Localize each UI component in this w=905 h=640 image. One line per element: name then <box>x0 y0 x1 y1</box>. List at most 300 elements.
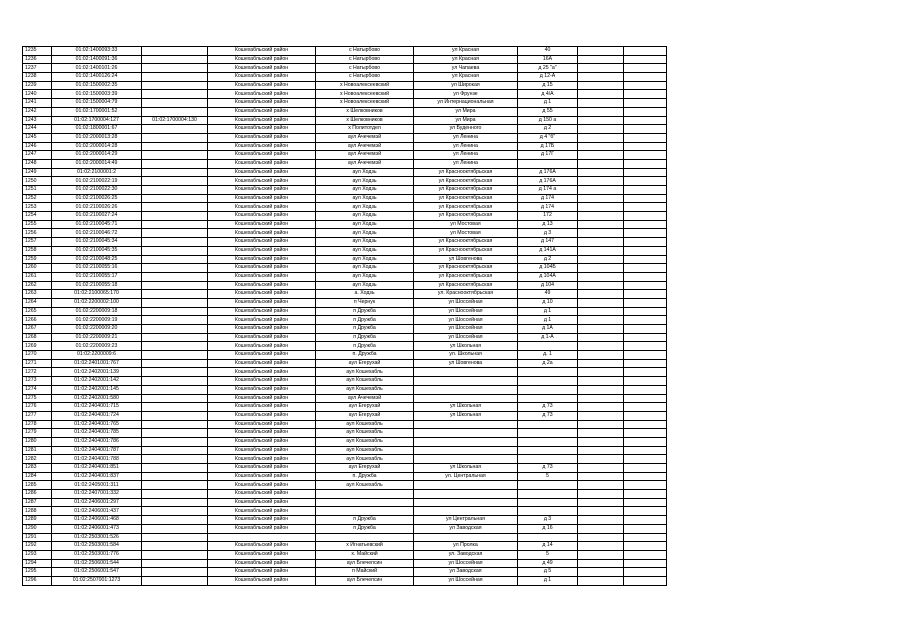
empty-cell <box>578 576 624 585</box>
cadastral-number-cell: 01:02:2100001:2 <box>52 168 142 177</box>
street-cell: ул Чапаева <box>414 64 518 73</box>
cadastral-number-cell: 01:02:2200002:100 <box>52 298 142 307</box>
empty-cell <box>578 516 624 525</box>
empty-cell <box>624 220 667 229</box>
settlement-cell <box>316 490 414 499</box>
district-cell: Кошехабльский район <box>208 325 316 334</box>
empty-cell <box>624 203 667 212</box>
district-cell: Кошехабльский район <box>208 55 316 64</box>
table-row <box>23 281 667 290</box>
empty-cell <box>624 446 667 455</box>
cadastral-number-cell: 01:02:2100046:72 <box>52 229 142 238</box>
street-cell <box>414 429 518 438</box>
empty-cell <box>578 212 624 221</box>
extra-number-cell <box>142 177 208 186</box>
row-number-cell: 1257 <box>23 238 52 247</box>
settlement-cell: аул Егерухай <box>316 464 414 473</box>
house-cell: д 73 <box>518 464 578 473</box>
extra-number-cell <box>142 133 208 142</box>
district-cell: Кошехабльский район <box>208 576 316 585</box>
house-cell <box>518 507 578 516</box>
extra-number-cell <box>142 264 208 273</box>
settlement-cell: аул Кошехабль <box>316 385 414 394</box>
cadastral-number-cell: 01:02:2000014:28 <box>52 142 142 151</box>
row-number-cell: 1268 <box>23 333 52 342</box>
cadastral-number-cell: 01:02:2506001:547 <box>52 568 142 577</box>
house-cell: д 49 <box>518 559 578 568</box>
empty-cell <box>624 90 667 99</box>
cadastral-number-cell: 01:02:2406001:437 <box>52 507 142 516</box>
extra-number-cell <box>142 212 208 221</box>
settlement-cell: аул Ачечемэй <box>316 133 414 142</box>
empty-cell <box>578 229 624 238</box>
table-row <box>23 568 667 577</box>
row-number-cell: 1255 <box>23 220 52 229</box>
row-number-cell: 1244 <box>23 125 52 134</box>
street-cell <box>414 533 518 542</box>
settlement-cell: х. Майский <box>316 550 414 559</box>
street-cell: ул Краснооктябрьская <box>414 177 518 186</box>
extra-number-cell <box>142 437 208 446</box>
table-row <box>23 359 667 368</box>
house-cell: д 147 <box>518 238 578 247</box>
settlement-cell: с Натырбово <box>316 47 414 56</box>
settlement-cell: п Майский <box>316 568 414 577</box>
empty-cell <box>624 533 667 542</box>
cadastral-number-cell: 01:02:2100022:30 <box>52 186 142 195</box>
house-cell <box>518 455 578 464</box>
empty-cell <box>624 576 667 585</box>
extra-number-cell <box>142 394 208 403</box>
empty-cell <box>624 385 667 394</box>
extra-number-cell <box>142 125 208 134</box>
extra-number-cell <box>142 203 208 212</box>
house-cell: д 1 <box>518 99 578 108</box>
table-row <box>23 377 667 386</box>
empty-cell <box>624 290 667 299</box>
house-cell: д 150 а <box>518 116 578 125</box>
table-row <box>23 481 667 490</box>
district-cell: Кошехабльский район <box>208 490 316 499</box>
street-cell: ул Красная <box>414 73 518 82</box>
empty-cell <box>578 47 624 56</box>
row-number-cell: 1264 <box>23 298 52 307</box>
row-number-cell: 1273 <box>23 377 52 386</box>
settlement-cell: с Натырбово <box>316 73 414 82</box>
street-cell: ул Ленина <box>414 159 518 168</box>
row-number-cell: 1280 <box>23 437 52 446</box>
street-cell: ул Заводская <box>414 568 518 577</box>
empty-cell <box>624 125 667 134</box>
empty-cell <box>624 455 667 464</box>
empty-cell <box>624 281 667 290</box>
house-cell <box>518 429 578 438</box>
house-cell <box>518 377 578 386</box>
extra-number-cell <box>142 411 208 420</box>
extra-number-cell <box>142 576 208 585</box>
settlement-cell: аул Кошехабль <box>316 455 414 464</box>
empty-cell <box>578 533 624 542</box>
empty-cell <box>624 420 667 429</box>
settlement-cell: п Дружба <box>316 307 414 316</box>
empty-cell <box>624 246 667 255</box>
street-cell: ул Шоссейная <box>414 559 518 568</box>
empty-cell <box>578 90 624 99</box>
row-number-cell: 1259 <box>23 255 52 264</box>
extra-number-cell <box>142 472 208 481</box>
empty-cell <box>624 411 667 420</box>
table-row <box>23 168 667 177</box>
empty-cell <box>578 507 624 516</box>
cadastral-number-cell: 01:02:1500003:39 <box>52 90 142 99</box>
row-number-cell: 1240 <box>23 90 52 99</box>
cadastral-number-cell: 01:02:2100048:25 <box>52 255 142 264</box>
district-cell: Кошехабльский район <box>208 542 316 551</box>
settlement-cell: х Новоалексеевский <box>316 99 414 108</box>
extra-number-cell <box>142 73 208 82</box>
street-cell: ул Школьная <box>414 342 518 351</box>
table-row <box>23 290 667 299</box>
table-row <box>23 516 667 525</box>
empty-cell <box>624 507 667 516</box>
table-row <box>23 429 667 438</box>
district-cell: Кошехабльский район <box>208 559 316 568</box>
street-cell: ул Школьная <box>414 411 518 420</box>
cadastral-number-cell: 01:02:2503001:584 <box>52 542 142 551</box>
cadastral-number-cell: 01:02:2100045:71 <box>52 220 142 229</box>
empty-cell <box>578 351 624 360</box>
table-row <box>23 238 667 247</box>
empty-cell <box>578 394 624 403</box>
house-cell: 49 <box>518 290 578 299</box>
cadastral-number-cell: 01:02:2200009:20 <box>52 325 142 334</box>
house-cell <box>518 385 578 394</box>
extra-number-cell <box>142 490 208 499</box>
empty-cell <box>578 550 624 559</box>
extra-number-cell <box>142 316 208 325</box>
extra-number-cell <box>142 99 208 108</box>
row-number-cell: 1277 <box>23 411 52 420</box>
street-cell: ул. Центральная <box>414 472 518 481</box>
street-cell <box>414 368 518 377</box>
street-cell: ул Краснооктябрьская <box>414 272 518 281</box>
cadastral-number-cell: 01:02:1700001:52 <box>52 107 142 116</box>
street-cell: ул Мира <box>414 116 518 125</box>
row-number-cell: 1236 <box>23 55 52 64</box>
district-cell: Кошехабльский район <box>208 359 316 368</box>
empty-cell <box>624 272 667 281</box>
street-cell: ул Шоссейная <box>414 576 518 585</box>
district-cell: Кошехабльский район <box>208 47 316 56</box>
table-row <box>23 524 667 533</box>
cadastral-number-cell: 01:02:1400101:26 <box>52 64 142 73</box>
row-number-cell: 1288 <box>23 507 52 516</box>
table-row <box>23 576 667 585</box>
table-row <box>23 325 667 334</box>
cadastral-number-cell: 01:02:2200009:21 <box>52 333 142 342</box>
cadastral-number-cell: 01:02:2100045:35 <box>52 246 142 255</box>
settlement-cell: а. Ходзь <box>316 290 414 299</box>
empty-cell <box>578 194 624 203</box>
table-row <box>23 203 667 212</box>
row-number-cell: 1276 <box>23 403 52 412</box>
empty-cell <box>624 481 667 490</box>
district-cell: Кошехабльский район <box>208 333 316 342</box>
table-row <box>23 133 667 142</box>
empty-cell <box>578 342 624 351</box>
cadastral-number-cell: 01:02:2000013:28 <box>52 133 142 142</box>
table-row <box>23 64 667 73</box>
row-number-cell: 1247 <box>23 151 52 160</box>
house-cell: д 104Б <box>518 264 578 273</box>
house-cell: д 2а <box>518 359 578 368</box>
district-cell: Кошехабльский район <box>208 377 316 386</box>
street-cell: ул Краснооктябрьская <box>414 186 518 195</box>
street-cell: ул Шоссейная <box>414 316 518 325</box>
empty-cell <box>624 55 667 64</box>
street-cell <box>414 481 518 490</box>
settlement-cell: аул Егерухай <box>316 411 414 420</box>
extra-number-cell <box>142 351 208 360</box>
row-number-cell: 1256 <box>23 229 52 238</box>
street-cell: ул Краснооктябрьская <box>414 168 518 177</box>
extra-number-cell <box>142 151 208 160</box>
cadastral-number-cell: 01:02:2404001:724 <box>52 411 142 420</box>
house-cell: 40 <box>518 47 578 56</box>
extra-number-cell <box>142 481 208 490</box>
house-cell: д 104 <box>518 281 578 290</box>
cadastral-number-cell: 01:02:1500004:79 <box>52 99 142 108</box>
table-row <box>23 142 667 151</box>
house-cell: д 15 <box>518 81 578 90</box>
row-number-cell: 1283 <box>23 464 52 473</box>
empty-cell <box>624 550 667 559</box>
row-number-cell: 1251 <box>23 186 52 195</box>
table-row <box>23 298 667 307</box>
district-cell: Кошехабльский район <box>208 125 316 134</box>
settlement-cell: аул Ходзь <box>316 203 414 212</box>
house-cell: д 10 <box>518 298 578 307</box>
district-cell <box>208 533 316 542</box>
empty-cell <box>624 238 667 247</box>
empty-cell <box>624 429 667 438</box>
spreadsheet-table <box>22 46 667 586</box>
district-cell: Кошехабльский район <box>208 159 316 168</box>
district-cell: Кошехабльский район <box>208 498 316 507</box>
empty-cell <box>624 229 667 238</box>
empty-cell <box>578 446 624 455</box>
row-number-cell: 1254 <box>23 212 52 221</box>
empty-cell <box>624 403 667 412</box>
extra-number-cell <box>142 359 208 368</box>
empty-cell <box>578 272 624 281</box>
empty-cell <box>578 429 624 438</box>
house-cell <box>518 394 578 403</box>
district-cell: Кошехабльский район <box>208 186 316 195</box>
district-cell: Кошехабльский район <box>208 351 316 360</box>
house-cell <box>518 481 578 490</box>
empty-cell <box>624 116 667 125</box>
empty-cell <box>624 359 667 368</box>
extra-number-cell <box>142 507 208 516</box>
house-cell: д. 1 <box>518 351 578 360</box>
empty-cell <box>624 342 667 351</box>
street-cell: ул. Краснооктябрьская <box>414 290 518 299</box>
empty-cell <box>578 472 624 481</box>
district-cell: Кошехабльский район <box>208 203 316 212</box>
house-cell: д 3 <box>518 229 578 238</box>
empty-cell <box>578 542 624 551</box>
table-row <box>23 455 667 464</box>
cadastral-number-cell: 01:02:2406001:297 <box>52 498 142 507</box>
district-cell: Кошехабльский район <box>208 116 316 125</box>
row-number-cell: 1286 <box>23 490 52 499</box>
street-cell: ул Широкая <box>414 81 518 90</box>
table-row <box>23 47 667 56</box>
settlement-cell: аул Кошехабль <box>316 377 414 386</box>
settlement-cell: х Новоалексеевский <box>316 90 414 99</box>
table-row <box>23 394 667 403</box>
settlement-cell: п. Дружба <box>316 351 414 360</box>
street-cell <box>414 490 518 499</box>
cadastral-number-cell: 01:02:2404001:787 <box>52 446 142 455</box>
settlement-cell: аул Ходзь <box>316 229 414 238</box>
house-cell: 16А <box>518 55 578 64</box>
empty-cell <box>624 47 667 56</box>
street-cell: ул Краснооктябрьская <box>414 246 518 255</box>
cadastral-number-cell: 01:02:2200009:23 <box>52 342 142 351</box>
table-row <box>23 73 667 82</box>
street-cell: ул Краснооктябрьская <box>414 212 518 221</box>
table-row <box>23 255 667 264</box>
district-cell: Кошехабльский район <box>208 73 316 82</box>
district-cell: Кошехабльский район <box>208 272 316 281</box>
house-cell: д 2 <box>518 255 578 264</box>
empty-cell <box>578 116 624 125</box>
house-cell: д 174 а <box>518 186 578 195</box>
settlement-cell: аул Кошехабль <box>316 481 414 490</box>
house-cell <box>518 490 578 499</box>
cadastral-number-cell: 01:02:2000014:29 <box>52 151 142 160</box>
district-cell: Кошехабльский район <box>208 446 316 455</box>
empty-cell <box>578 359 624 368</box>
extra-number-cell <box>142 81 208 90</box>
cadastral-number-cell: 01:02:2404001:851 <box>52 464 142 473</box>
cadastral-number-cell: 01:02:2401001:767 <box>52 359 142 368</box>
settlement-cell <box>316 533 414 542</box>
table-row <box>23 550 667 559</box>
street-cell <box>414 437 518 446</box>
settlement-cell: п Дружба <box>316 333 414 342</box>
house-cell: д 176А <box>518 168 578 177</box>
row-number-cell: 1265 <box>23 307 52 316</box>
settlement-cell: аул Кошехабль <box>316 368 414 377</box>
district-cell: Кошехабльский район <box>208 238 316 247</box>
house-cell: д 16 <box>518 524 578 533</box>
street-cell: ул Ленина <box>414 151 518 160</box>
district-cell: Кошехабльский район <box>208 429 316 438</box>
house-cell <box>518 533 578 542</box>
table-row <box>23 437 667 446</box>
cadastral-number-cell: 01:02:2404001:837 <box>52 472 142 481</box>
district-cell: Кошехабльский район <box>208 307 316 316</box>
street-cell: ул Интернациональная <box>414 99 518 108</box>
row-number-cell: 1263 <box>23 290 52 299</box>
settlement-cell: аул Ходзь <box>316 177 414 186</box>
extra-number-cell <box>142 159 208 168</box>
row-number-cell: 1249 <box>23 168 52 177</box>
settlement-cell: аул Ходзь <box>316 238 414 247</box>
street-cell: ул Мира <box>414 107 518 116</box>
empty-cell <box>578 498 624 507</box>
street-cell: ул. Школьная <box>414 351 518 360</box>
house-cell: д 13 <box>518 220 578 229</box>
district-cell: Кошехабльский район <box>208 472 316 481</box>
street-cell <box>414 446 518 455</box>
empty-cell <box>578 290 624 299</box>
district-cell: Кошехабльский район <box>208 394 316 403</box>
house-cell <box>518 437 578 446</box>
settlement-cell: аул Ходзь <box>316 246 414 255</box>
extra-number-cell <box>142 298 208 307</box>
row-number-cell: 1246 <box>23 142 52 151</box>
extra-number-cell: 01:02:1700004:130 <box>142 116 208 125</box>
district-cell: Кошехабльский район <box>208 455 316 464</box>
empty-cell <box>624 194 667 203</box>
empty-cell <box>624 498 667 507</box>
row-number-cell: 1281 <box>23 446 52 455</box>
district-cell: Кошехабльский район <box>208 368 316 377</box>
empty-cell <box>578 151 624 160</box>
street-cell <box>414 385 518 394</box>
empty-cell <box>578 142 624 151</box>
house-cell: д 73 <box>518 411 578 420</box>
empty-cell <box>578 377 624 386</box>
street-cell <box>414 498 518 507</box>
district-cell: Кошехабльский район <box>208 81 316 90</box>
house-cell: д 174 <box>518 203 578 212</box>
empty-cell <box>624 133 667 142</box>
empty-cell <box>624 559 667 568</box>
table-row <box>23 507 667 516</box>
street-cell: ул Пролка <box>414 542 518 551</box>
row-number-cell: 1271 <box>23 359 52 368</box>
cadastral-number-cell: 01:02:2100065:170 <box>52 290 142 299</box>
row-number-cell: 1250 <box>23 177 52 186</box>
empty-cell <box>578 177 624 186</box>
cadastral-number-cell: 01:02:2404001:788 <box>52 455 142 464</box>
empty-cell <box>578 186 624 195</box>
house-cell: д 17Г <box>518 151 578 160</box>
street-cell: ул Мостовая <box>414 229 518 238</box>
settlement-cell: аул Ходзь <box>316 168 414 177</box>
table-row <box>23 177 667 186</box>
settlement-cell: аул Ходзь <box>316 255 414 264</box>
row-number-cell: 1274 <box>23 385 52 394</box>
empty-cell <box>624 186 667 195</box>
extra-number-cell <box>142 550 208 559</box>
row-number-cell: 1296 <box>23 576 52 585</box>
house-cell: д 1А <box>518 325 578 334</box>
row-number-cell: 1241 <box>23 99 52 108</box>
row-number-cell: 1238 <box>23 73 52 82</box>
district-cell: Кошехабльский район <box>208 142 316 151</box>
table-row <box>23 186 667 195</box>
cadastral-number-cell: 01:02:2100055:17 <box>52 272 142 281</box>
empty-cell <box>578 524 624 533</box>
street-cell: ул Центральная <box>414 516 518 525</box>
cadastral-number-cell: 01:02:2100045:34 <box>52 238 142 247</box>
